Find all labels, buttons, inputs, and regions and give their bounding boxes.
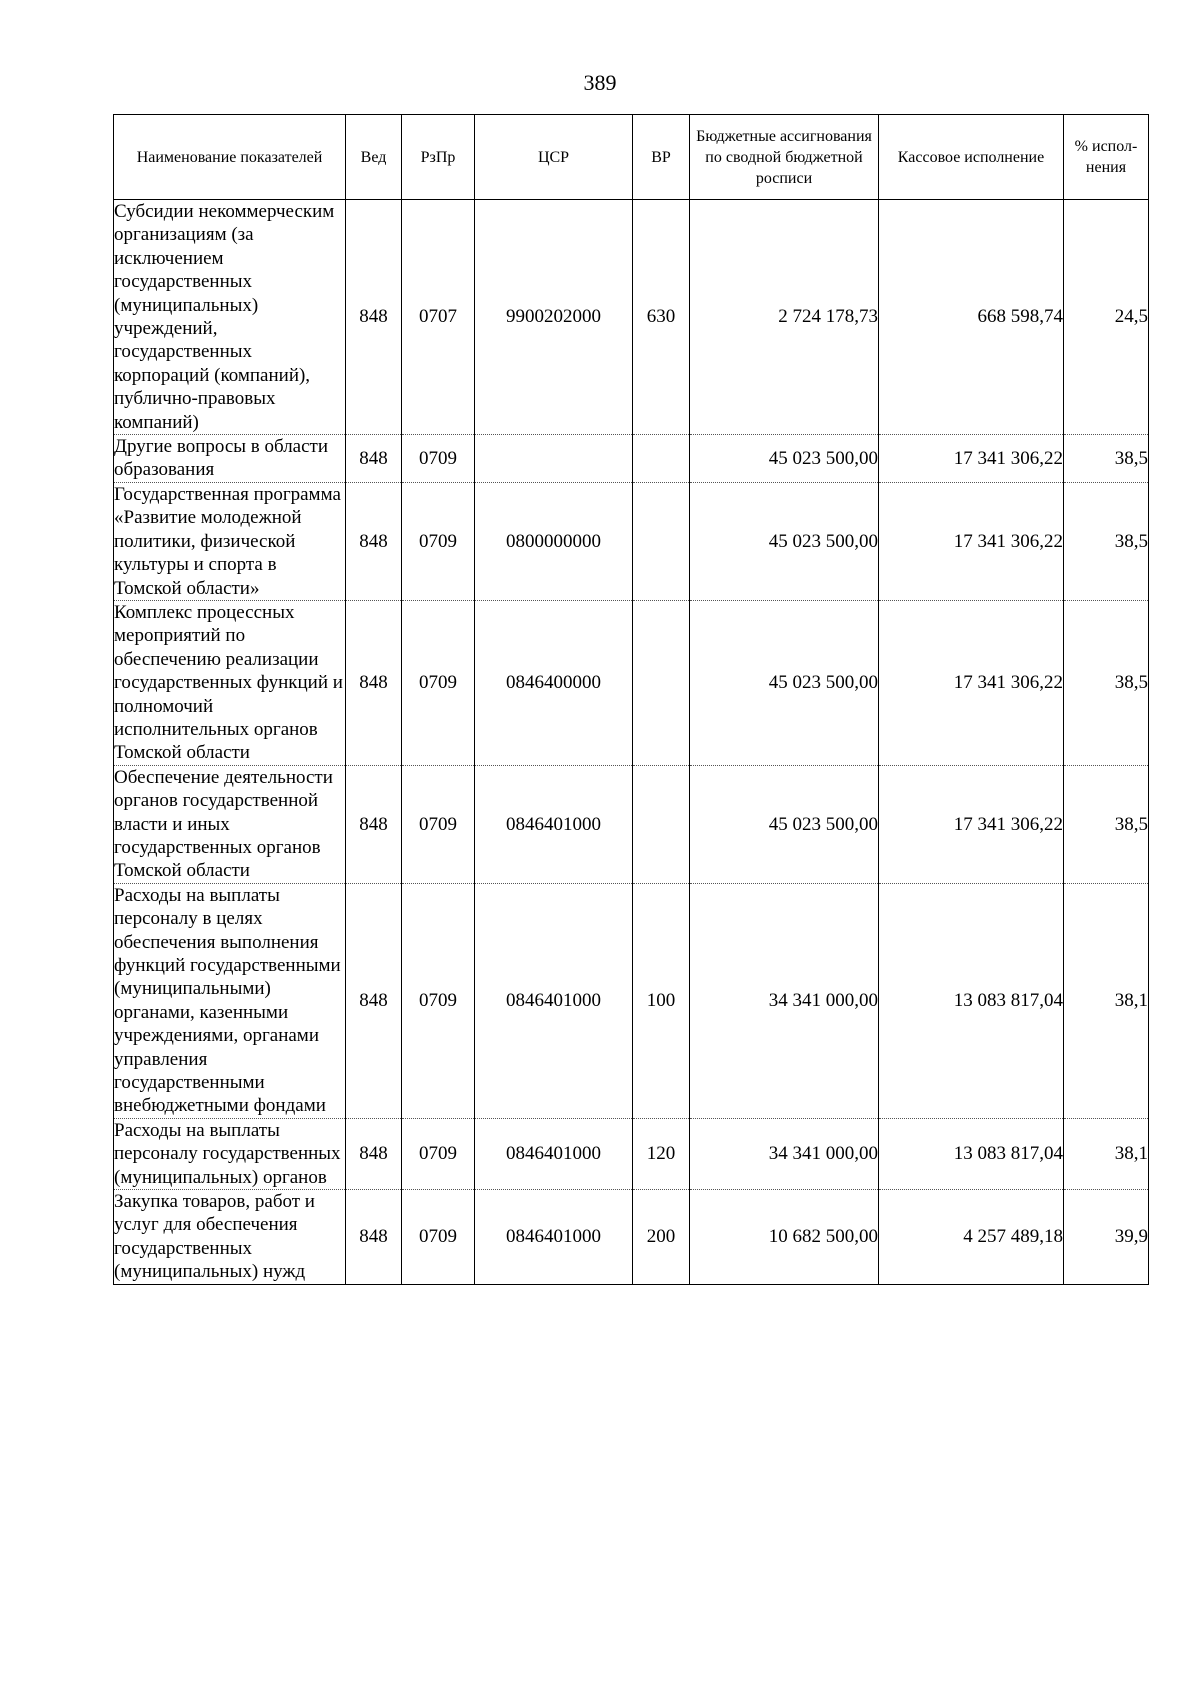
row-percent: 39,9	[1064, 1190, 1149, 1285]
row-percent: 38,5	[1064, 765, 1149, 883]
row-rzpr: 0709	[402, 435, 475, 483]
row-name: Комплекс процессных мероприятий по обеспечению реализации государственных функций и полномочий исполнительных органов Томской области	[114, 600, 346, 765]
row-budget: 34 341 000,00	[690, 883, 879, 1118]
row-budget: 2 724 178,73	[690, 200, 879, 435]
table-row	[114, 482, 1149, 600]
row-cash: 13 083 817,04	[879, 883, 1064, 1118]
row-budget: 45 023 500,00	[690, 482, 879, 600]
row-vr	[633, 600, 690, 765]
row-percent: 38,5	[1064, 600, 1149, 765]
row-rzpr: 0709	[402, 765, 475, 883]
row-ved: 848	[346, 600, 402, 765]
row-csr	[475, 435, 633, 483]
row-vr: 100	[633, 883, 690, 1118]
row-name: Расходы на выплаты персоналу государственных (муниципальных) органов	[114, 1118, 346, 1189]
row-name: Субсидии некоммерческим организациям (за исключением государственных (муниципальных) учреждений, государственных корпораций (компаний), публично-правовых компаний)	[114, 200, 346, 435]
header-rzpr: РзПр	[402, 115, 475, 200]
row-percent: 38,5	[1064, 482, 1149, 600]
row-cash: 17 341 306,22	[879, 600, 1064, 765]
row-budget: 45 023 500,00	[690, 435, 879, 483]
header-name: Наименование показателей	[114, 115, 346, 200]
budget-execution-table	[113, 114, 1149, 1285]
row-cash: 17 341 306,22	[879, 765, 1064, 883]
row-rzpr: 0709	[402, 1118, 475, 1189]
header-budget: Бюджетные ассигнования по сводной бюджетной росписи	[690, 115, 879, 200]
table-row	[114, 1118, 1149, 1189]
row-vr: 630	[633, 200, 690, 435]
table-row	[114, 435, 1149, 483]
row-vr	[633, 765, 690, 883]
row-percent: 24,5	[1064, 200, 1149, 435]
row-name: Обеспечение деятельности органов государственной власти и иных государственных органов Томской области	[114, 765, 346, 883]
row-budget: 45 023 500,00	[690, 765, 879, 883]
row-name: Другие вопросы в области образования	[114, 435, 346, 483]
row-ved: 848	[346, 883, 402, 1118]
row-rzpr: 0709	[402, 1190, 475, 1285]
row-rzpr: 0707	[402, 200, 475, 435]
row-rzpr: 0709	[402, 883, 475, 1118]
row-budget: 10 682 500,00	[690, 1190, 879, 1285]
table-row	[114, 765, 1149, 883]
header-ved: Вед	[346, 115, 402, 200]
row-percent: 38,5	[1064, 435, 1149, 483]
row-ved: 848	[346, 765, 402, 883]
row-vr	[633, 435, 690, 483]
row-budget: 45 023 500,00	[690, 600, 879, 765]
row-csr: 0800000000	[475, 482, 633, 600]
table-row	[114, 600, 1149, 765]
row-ved: 848	[346, 1190, 402, 1285]
row-csr: 9900202000	[475, 200, 633, 435]
row-percent: 38,1	[1064, 883, 1149, 1118]
row-cash: 17 341 306,22	[879, 435, 1064, 483]
row-name: Закупка товаров, работ и услуг для обеспечения государственных (муниципальных) нужд	[114, 1190, 346, 1285]
row-vr	[633, 482, 690, 600]
row-vr: 200	[633, 1190, 690, 1285]
header-percent: % испол-нения	[1064, 115, 1149, 200]
row-csr: 0846401000	[475, 1190, 633, 1285]
table-row	[114, 1190, 1149, 1285]
row-ved: 848	[346, 482, 402, 600]
row-rzpr: 0709	[402, 600, 475, 765]
header-csr: ЦСР	[475, 115, 633, 200]
header-cash: Кассовое исполнение	[879, 115, 1064, 200]
page-number: 389	[583, 70, 617, 95]
row-csr: 0846401000	[475, 883, 633, 1118]
header-vr: ВР	[633, 115, 690, 200]
row-cash: 13 083 817,04	[879, 1118, 1064, 1189]
row-csr: 0846400000	[475, 600, 633, 765]
row-rzpr: 0709	[402, 482, 475, 600]
row-cash: 17 341 306,22	[879, 482, 1064, 600]
table-row	[114, 883, 1149, 1118]
row-ved: 848	[346, 435, 402, 483]
row-cash: 668 598,74	[879, 200, 1064, 435]
row-csr: 0846401000	[475, 1118, 633, 1189]
row-csr: 0846401000	[475, 765, 633, 883]
row-cash: 4 257 489,18	[879, 1190, 1064, 1285]
table-row	[114, 200, 1149, 435]
row-ved: 848	[346, 200, 402, 435]
row-name: Расходы на выплаты персоналу в целях обеспечения выполнения функций государственными (муниципальными) органами, казенными учреждениями, органами управления государственными внебюджетными фондами	[114, 883, 346, 1118]
row-ved: 848	[346, 1118, 402, 1189]
row-vr: 120	[633, 1118, 690, 1189]
table-header-row	[114, 115, 1149, 200]
row-name: Государственная программа «Развитие молодежной политики, физической культуры и спорта в Томской области»	[114, 482, 346, 600]
row-budget: 34 341 000,00	[690, 1118, 879, 1189]
row-percent: 38,1	[1064, 1118, 1149, 1189]
